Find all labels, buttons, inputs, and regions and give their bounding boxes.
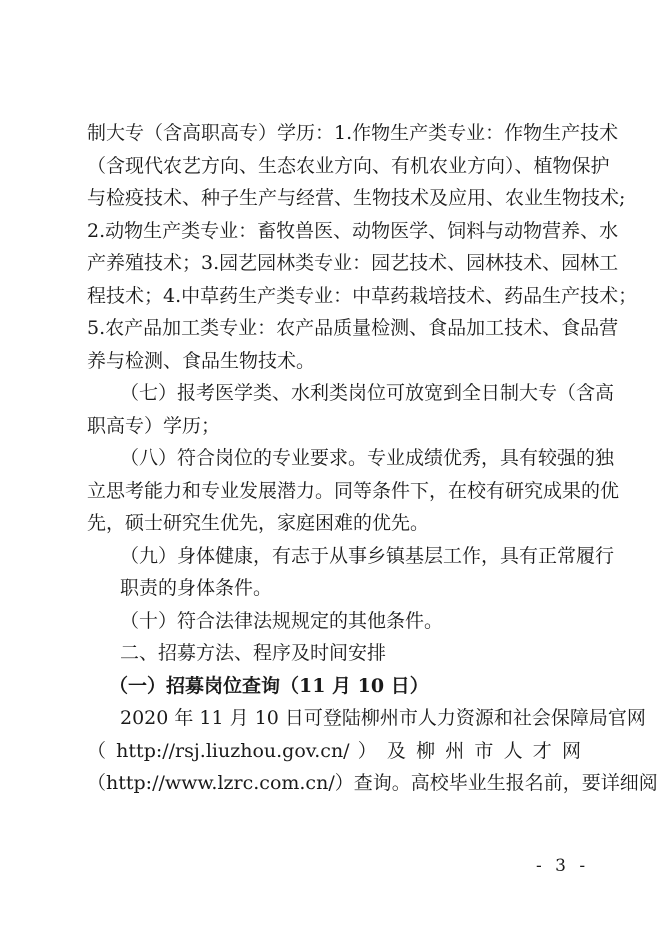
text-line: 与检疫技术、种子生产与经营、生物技术及应用、农业生物技术; [87, 187, 626, 209]
text-line: （八）符合岗位的专业要求。专业成绩优秀，具有较强的独 [120, 447, 615, 469]
text-line: 5.农产品加工类专业：农产品质量检测、食品加工技术、食品营 [87, 317, 619, 339]
text-line: 职责的身体条件。 [120, 577, 273, 599]
subsection-heading: （一）招募岗位查询（11 月 10 日） [109, 674, 429, 697]
text-line: （含现代农艺方向、生态农业方向、有机农业方向）、植物保护 [87, 154, 610, 177]
text-line: （十）符合法律法规规定的其他条件。 [120, 609, 444, 632]
text-line: （http://www.lzrc.com.cn/）查询。高校毕业生报名前，要详细阅 [87, 772, 658, 794]
text-line: （九）身体健康，有志于从事乡镇基层工作，具有正常履行 [120, 544, 615, 567]
text-line: 产养殖技术；3.园艺园林类专业：园艺技术、园林技术、园林工 [87, 252, 619, 274]
text-line: 立思考能力和专业发展潜力。同等条件下，在校有研究成果的优 [87, 479, 620, 502]
text-line: （七）报考医学类、水利类岗位可放宽到全日制大专（含高 [120, 382, 615, 404]
page-number: - 3 - [536, 856, 590, 876]
text-line: 养与检测、食品生物技术。 [87, 349, 316, 372]
text-line: 2.动物生产类专业：畜牧兽医、动物医学、饲料与动物营养、水 [87, 219, 619, 242]
text-line: 2020 年 11 月 10 日可登陆柳州市人力资源和社会保障局官网 [120, 707, 646, 729]
text-line: 先，硕士研究生优先，家庭困难的优先。 [87, 512, 430, 534]
text-line: （ http://rsj.liuzhou.gov.cn/ ） 及 柳 州 市 人 才 网 [87, 739, 581, 762]
text-line: 制大专（含高职高专）学历：1.作物生产类专业：作物生产技术 [87, 122, 619, 144]
text-line: 程技术；4.中草药生产类专业：中草药栽培技术、药品生产技术； [87, 284, 638, 307]
text-line: 职高专）学历； [87, 414, 221, 437]
document-body [87, 117, 658, 800]
section-heading: 二、招募方法、程序及时间安排 [120, 642, 387, 664]
